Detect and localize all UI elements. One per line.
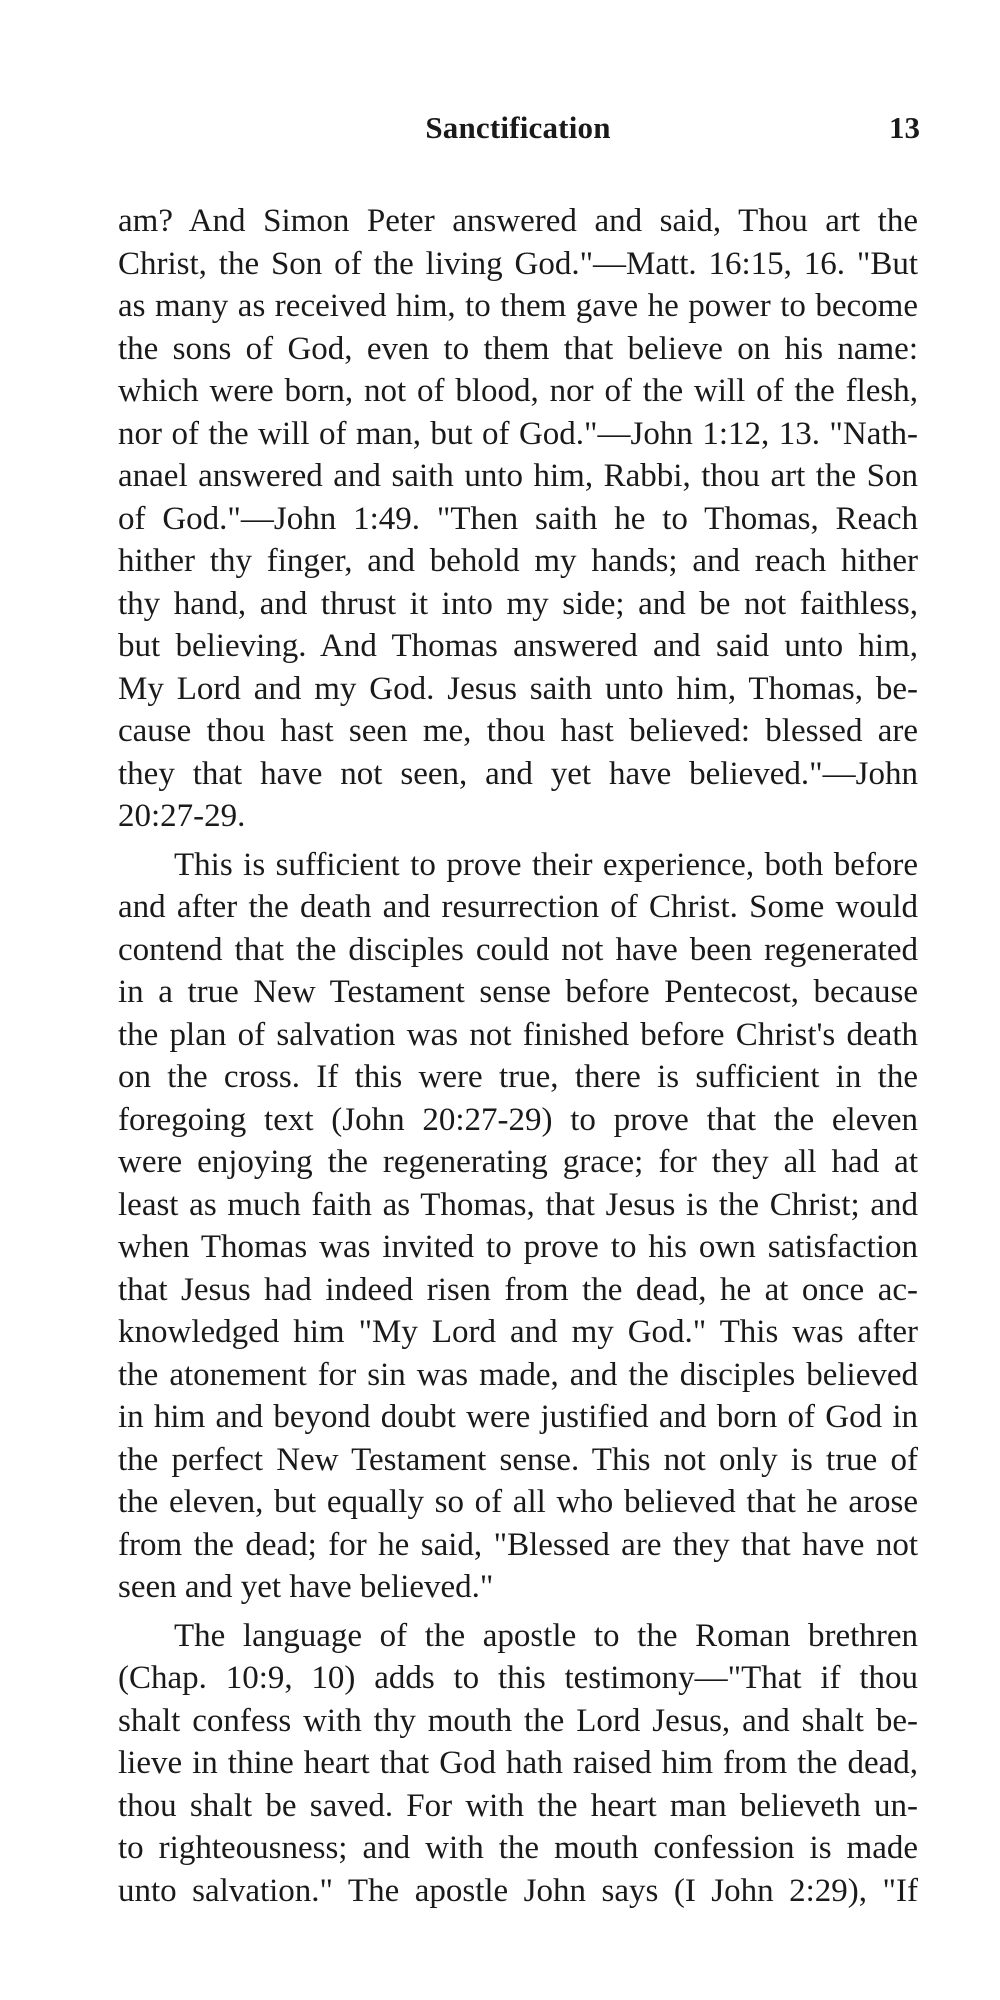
text-line: were enjoying the regenerating grace; for they all had at [118, 1144, 918, 1180]
text-line: which were born, not of blood, nor of the will of the flesh, [118, 373, 918, 409]
text-line: Christ, the Son of the living God."—Matt. 16:15, 16. "But [118, 245, 918, 282]
text-line: contend that the disciples could not have been regenerated [118, 931, 918, 968]
paragraph-1 [118, 200, 918, 838]
text-line: but believing. And Thomas answered and said unto him, [118, 628, 918, 664]
text-line: My Lord and my God. Jesus saith unto him, Thomas, be- [118, 670, 918, 707]
text-line: hither thy finger, and behold my hands; and reach hither [118, 543, 918, 579]
text-line: and after the death and resurrection of Christ. Some would [118, 889, 918, 925]
text-line: seen and yet have believed." [118, 1569, 494, 1605]
text-line: they that have not seen, and yet have believed."—John [118, 755, 918, 792]
text-line: unto salvation." The apostle John says (I John 2:29), "If [118, 1872, 918, 1909]
text-line: in a true New Testament sense before Pentecost, because [118, 974, 918, 1010]
text-line: to righteousness; and with the mouth confession is made [118, 1830, 918, 1866]
text-line: the plan of salvation was not finished before Christ's death [118, 1016, 918, 1053]
text-line: that Jesus had indeed risen from the dead, he at once ac- [118, 1271, 918, 1308]
running-head [118, 110, 918, 150]
body-text [118, 200, 918, 1912]
text-line: This is sufficient to prove their experience, both before [174, 846, 918, 883]
text-line: shalt confess with thy mouth the Lord Jesus, and shalt be- [118, 1702, 918, 1739]
text-line: (Chap. 10:9, 10) adds to this testimony—"That if thou [118, 1660, 918, 1696]
text-line: nor of the will of man, but of God."—John 1:12, 13. "Nath- [118, 415, 918, 452]
text-line: cause thou hast seen me, thou hast believed: blessed are [118, 713, 918, 749]
text-line: of God."—John 1:49. "Then saith he to Thomas, Reach [118, 500, 918, 537]
text-line: when Thomas was invited to prove to his own satisfaction [118, 1229, 918, 1265]
text-line: the sons of God, even to them that believe on his name: [118, 330, 918, 367]
text-line: am? And Simon Peter answered and said, Thou art the [118, 203, 918, 239]
page-number: 13 [889, 110, 920, 145]
text-line: anael answered and saith unto him, Rabbi, thou art the Son [118, 458, 918, 494]
text-line: on the cross. If this were true, there is sufficient in the [118, 1059, 918, 1095]
text-line: in him and beyond doubt were justified and born of God in [118, 1399, 918, 1435]
text-line: as many as received him, to them gave he power to become [118, 288, 918, 324]
text-line: the eleven, but equally so of all who believed that he arose [118, 1484, 918, 1520]
text-line: thou shalt be saved. For with the heart man believeth un- [118, 1787, 918, 1824]
text-line: foregoing text (John 20:27-29) to prove that the eleven [118, 1101, 918, 1138]
text-line: knowledged him "My Lord and my God." This was after [118, 1314, 918, 1350]
running-title: Sanctification [425, 110, 611, 145]
text-line: lieve in thine heart that God hath raised him from the dead, [118, 1745, 918, 1781]
text-line: the perfect New Testament sense. This not only is true of [118, 1441, 918, 1478]
paragraph-3 [118, 1615, 918, 1913]
paragraph-2 [118, 844, 918, 1609]
text-line: least as much faith as Thomas, that Jesus is the Christ; and [118, 1186, 918, 1223]
text-line: the atonement for sin was made, and the disciples believed [118, 1356, 918, 1393]
text-line: thy hand, and thrust it into my side; and be not faithless, [118, 585, 918, 622]
text-line: The language of the apostle to the Roman brethren [174, 1617, 918, 1654]
text-line: 20:27-29. [118, 798, 246, 834]
text-line: from the dead; for he said, "Blessed are they that have not [118, 1526, 918, 1563]
